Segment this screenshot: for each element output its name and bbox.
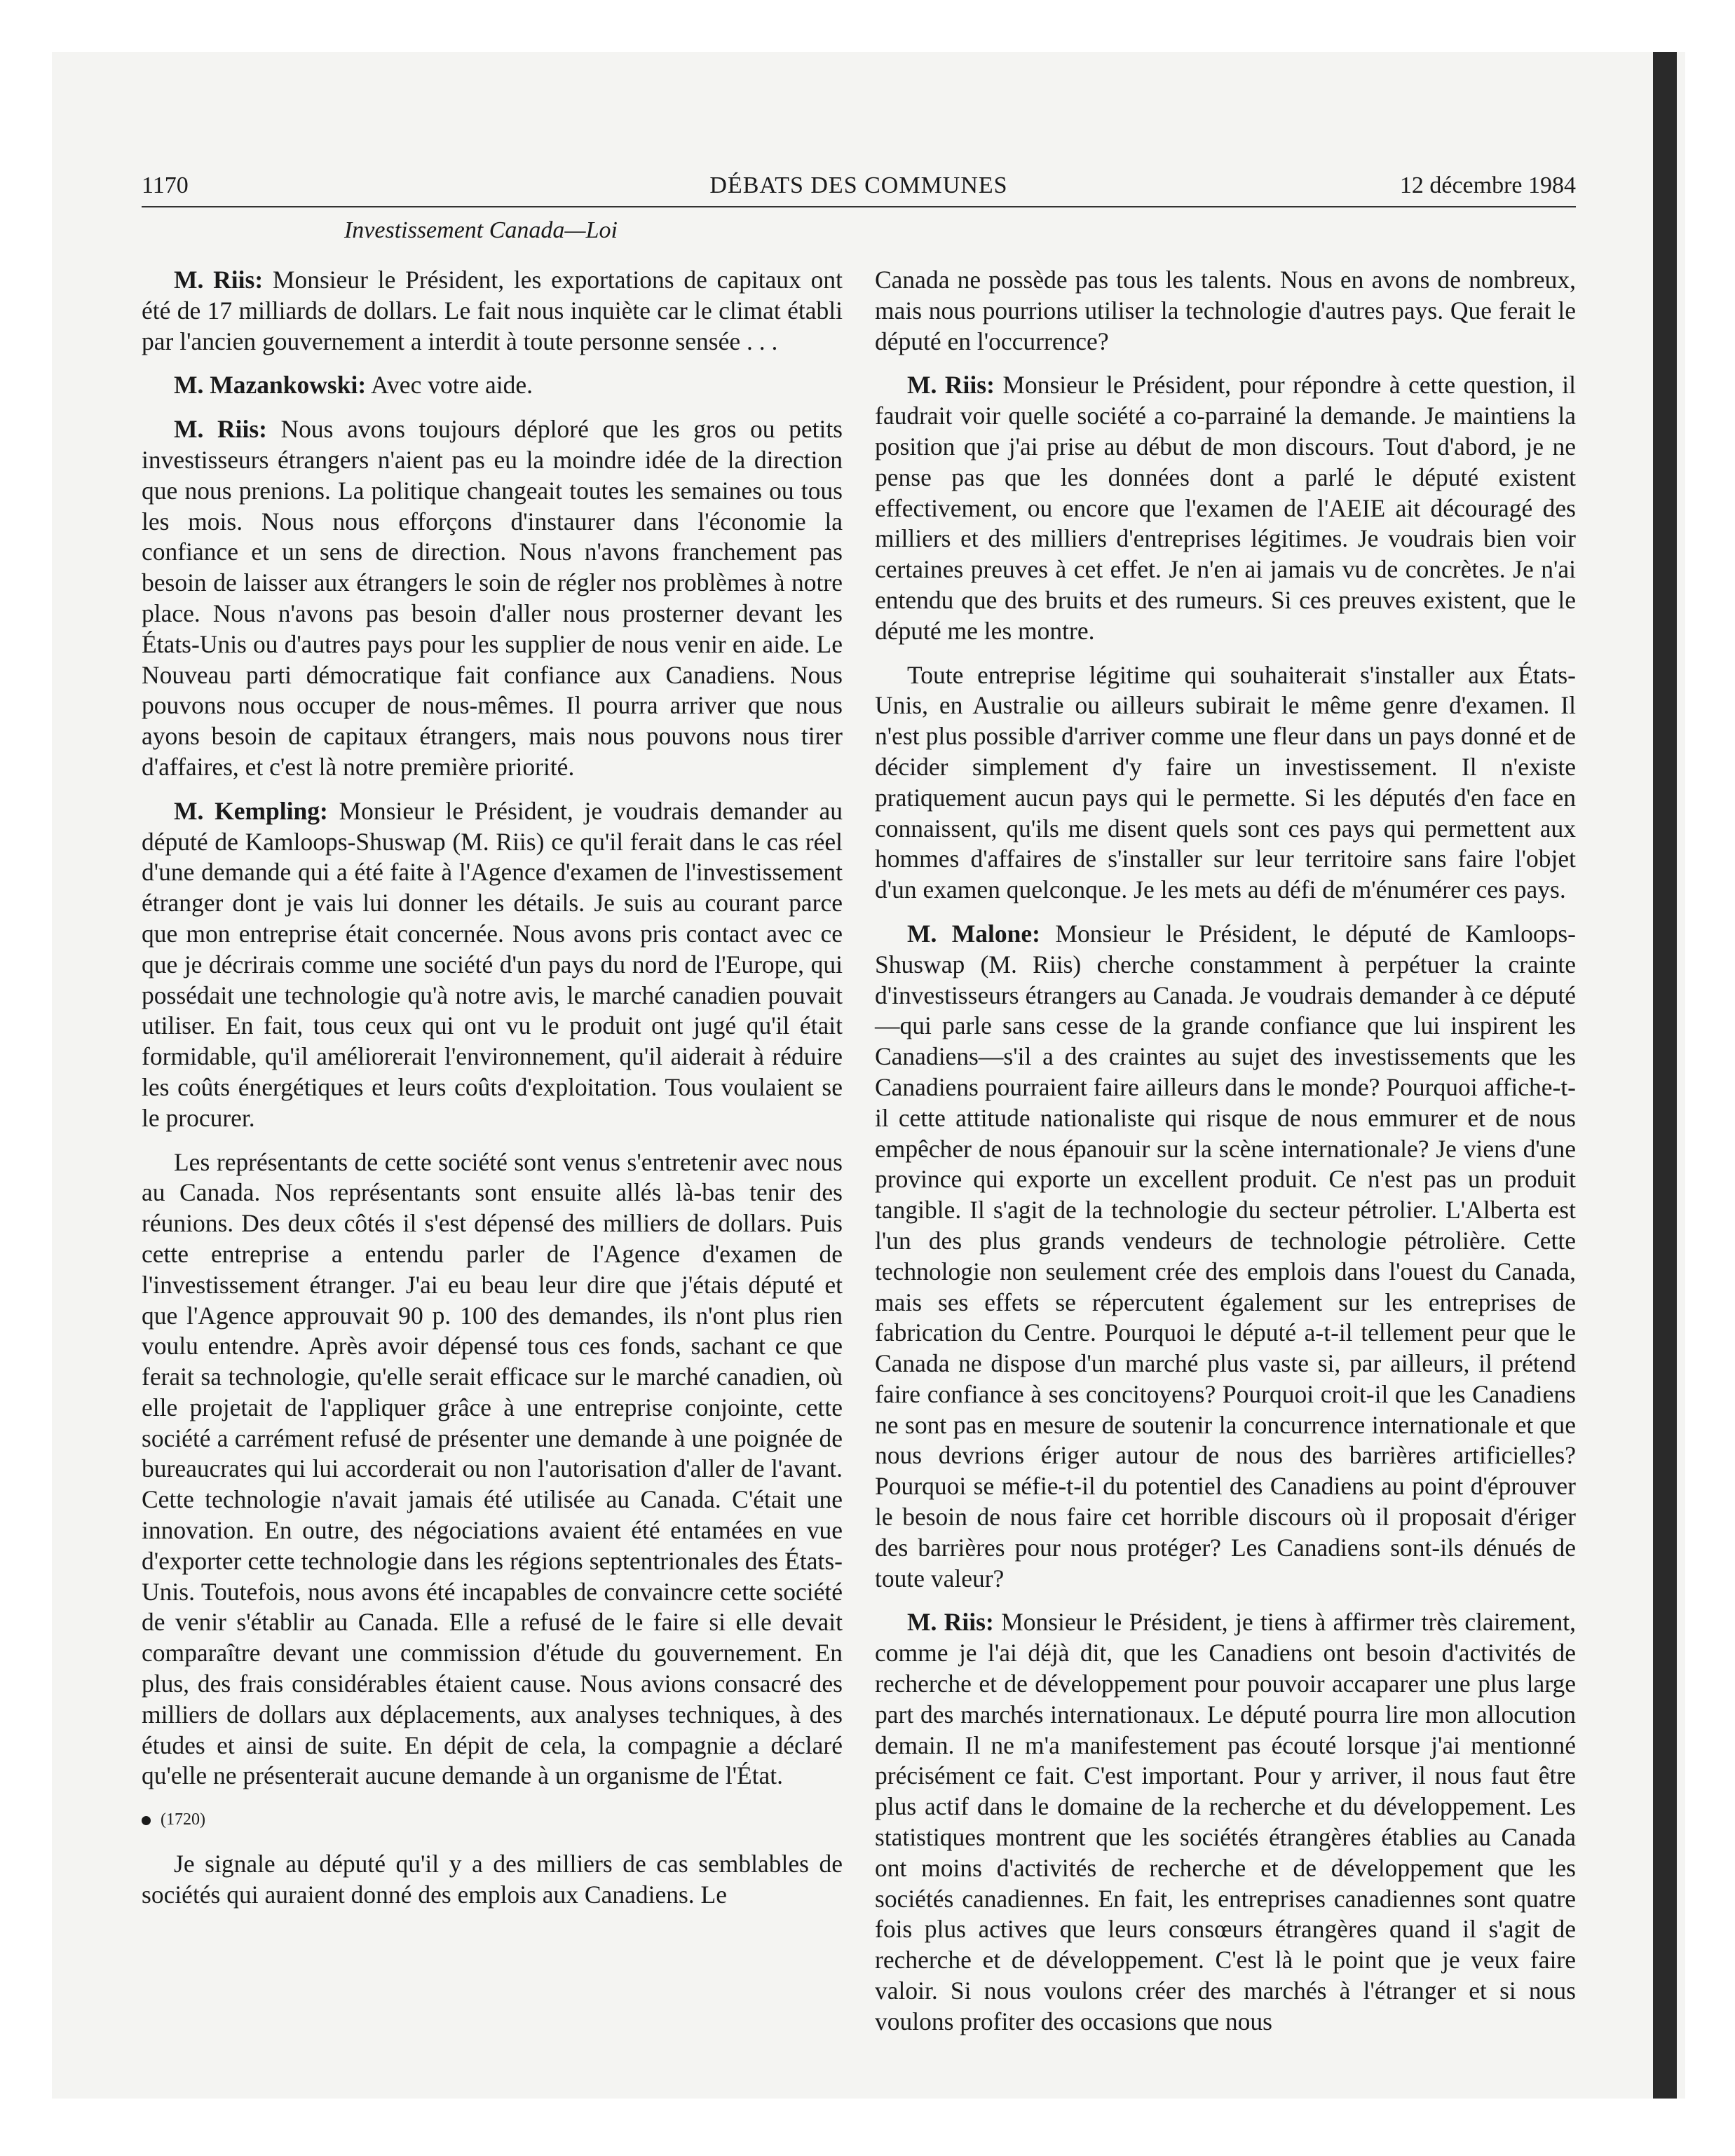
speech-text: Je signale au député qu'il y a des milliers de cas semblables de sociétés qui auraient donné des emplois aux Canadiens. Le [142, 1850, 843, 1909]
speaker-name: M. Riis: [174, 266, 264, 294]
speaker-name: M. Riis: [907, 371, 995, 400]
left-column [142, 265, 843, 1924]
paragraph [875, 919, 1576, 1595]
paragraph-continuation [875, 265, 1576, 357]
time-marker-label: (1720) [161, 1810, 205, 1829]
speaker-name: M. Riis: [174, 415, 267, 444]
speaker-name: M. Malone: [907, 919, 1040, 948]
paragraph [875, 660, 1576, 906]
speech-text: Nous avons toujours déploré que les gros ou petits investisseurs étrangers n'aient pas eu la moindre idée de la direction que nous prenions. La politique changeait toutes les semaines ou tous les mois. Nous nous efforçons d'instaurer dans l'économie la confiance et un sens de direction. Nous n'avons franchement pas besoin de laisser aux étrangers le soin de régler nos problèmes à notre place. Nous n'avons pas besoin d'aller nous prosterner devant les États-Unis ou d'autres pays pour les supplier de nous venir en aide. Le Nouveau parti démocratique fait confiance aux Canadiens. Nous pouvons nous occuper de nous-mêmes. Il pourra arriver que nous ayons besoin de capitaux étrangers, mais nous pouvons nous tirer d'affaires, et c'est là notre première priorité. [142, 415, 843, 781]
paragraph [142, 1849, 843, 1911]
speech-text: Monsieur le Président, pour répondre à cette question, il faudrait voir quelle société a co-parrainé la demande. Je maintiens la position que j'ai prise au début de mon discours. Tout d'abord, je ne pense pas que les données dont a parlé le député existent effectivement, ou encore que l'examen de l'AEIE ait découragé des milliers et des milliers d'entreprises légitimes. Je voudrais bien voir certaines preuves à cet effet. Je n'en ai jamais vu de concrètes. Je n'ai entendu que des bruits et des rumeurs. Si ces preuves existent, que le député me les montre. [875, 371, 1576, 645]
speech-text: Les représentants de cette société sont venus s'entretenir avec nous au Canada. Nos représentants sont ensuite allés là-bas tenir des réunions. Des deux côtés il s'est dépensé des milliers de dollars. Puis cette entreprise a entendu parler de l'Agence d'examen de l'investissement étranger. J'ai eu beau leur dire que j'étais député et que l'Agence approuvait 90 p. 100 des demandes, ils n'ont plus rien voulu entendre. Après avoir dépensé tous ces fonds, sachant ce que ferait sa technologie, qu'elle serait efficace sur le marché canadien, où elle projetait de l'appliquer grâce à une entreprise conjointe, cette société a carrément refusé de présenter une demande à une poignée de bureaucrates qui lui accorderait ou non l'autorisation d'aller de l'avant. Cette technologie n'avait jamais été utilisée au Canada. C'était une innovation. En outre, des négociations avaient été entamées en vue d'exporter cette technologie dans les régions septentrionales des États-Unis. Toutefois, nous avons été incapables de convaincre cette société de venir s'établir au Canada. Elle a refusé de le faire si elle devait comparaître devant une commission d'étude du gouvernement. En plus, des frais considérables étaient cause. Nous avions consacré des milliers de dollars aux déplacements, aux analyses techniques, à des études et ainsi de suite. En dépit de cela, la compagnie a déclaré qu'elle ne présenterait aucune demande à un organisme de l'État. [142, 1147, 843, 1790]
time-marker [142, 1805, 843, 1836]
paragraph [875, 1607, 1576, 2037]
paragraph [142, 414, 843, 783]
section-rubric: Investissement Canada—Loi [343, 217, 618, 243]
scan-edge-shadow [1653, 52, 1677, 2099]
speech-text: Monsieur le Président, le député de Kamloops-Shuswap (M. Riis) cherche constamment à perpétuer la crainte d'investisseurs étrangers au Canada. Je voudrais demander à ce député—qui parle sans cesse de la grande confiance que lui inspirent les Canadiens—s'il a des craintes au sujet des investissements que les Canadiens pourraient faire ailleurs dans le monde? Pourquoi affiche-t-il cette attitude nationaliste qui risque de nous emmurer et de nous empêcher de nous épanouir sur la scène internationale? Je viens d'une province qui exporte un excellent produit. Ce n'est pas un produit tangible. Il s'agit de la technologie du secteur pétrolier. L'Alberta est l'un des plus grands vendeurs de technologie pétrolière. Cette technologie non seulement crée des emplois dans l'ouest du Canada, mais ses effets se répercutent également sur les entreprises de fabrication du Centre. Pourquoi le député a-t-il tellement peur que le Canada ne dispose d'un marché plus vaste si, par ailleurs, il prétend faire confiance à ses concitoyens? Pourquoi croit-il que les Canadiens ne sont pas en mesure de soutenir la concurrence internationale et que nous devrions ériger autour de nous des barrières artificielles? Pourquoi se méfie-t-il du potentiel des Canadiens au point d'éprouver le besoin de nous faire cet horrible discours où il proposait d'ériger des barrières pour nous protéger? Les Canadiens sont-ils dénués de toute valeur? [875, 919, 1576, 1592]
speech-text: Monsieur le Président, les exportations de capitaux ont été de 17 milliards de dollars. Le fait nous inquiète car le climat établi par l'ancien gouvernement a interdit à toute personne sensée . . . [142, 266, 843, 355]
paragraph [142, 796, 843, 1134]
paragraph [142, 265, 843, 357]
speaker-name: M. Kempling: [174, 796, 328, 825]
paragraph [142, 1147, 843, 1792]
paragraph [875, 370, 1576, 646]
publication-title: DÉBATS DES COMMUNES [709, 172, 1008, 198]
bullet-icon [142, 1816, 151, 1825]
speech-text: Toute entreprise légitime qui souhaiterait s'installer aux États-Unis, en Australie ou ailleurs subirait le même genre d'examen. Il n'est plus possible d'arriver comme une fleur dans un pays donné et de décider simplement d'y faire un investissement. Il n'existe pratiquement aucun pays qui le permette. Si les députés d'en face en connaissent, qu'ils me disent quels sont ces pays qui permettent aux hommes d'affaires de s'installer sur leur territoire sans faire l'objet d'un examen quelconque. Je les mets au défi de m'énumérer ces pays. [875, 660, 1576, 904]
page-number: 1170 [142, 172, 189, 198]
speech-text: Monsieur le Président, je voudrais demander au député de Kamloops-Shuswap (M. Riis) ce qu'il ferait dans le cas réel d'une demande qui a été faite à l'Agence d'examen de l'investissement étranger dont je vais lui donner les détails. Je suis au courant parce que mon entreprise était concernée. Nous avons pris contact avec ce que je décrirais comme une société d'un pays du nord de l'Europe, qui possédait une technologie qu'à notre avis, le marché canadien pouvait utiliser. En fait, tous ceux qui ont vu le produit ont jugé qu'il était formidable, qu'il améliorerait l'environnement, qu'il aiderait à réduire les coûts énergétiques et leurs coûts d'exploitation. Tous voulaient se le procurer. [142, 796, 843, 1132]
speaker-name: M. Riis: [907, 1608, 994, 1637]
page-date: 12 décembre 1984 [1399, 172, 1576, 198]
speech-text: Monsieur le Président, je tiens à affirmer très clairement, comme je l'ai déjà dit, que les Canadiens ont besoin d'activités de recherche et de développement pour pouvoir accaparer une plus large part des marchés internationaux. Le député pourra lire mon allocution demain. Il ne m'a manifestement pas écouté lorsque j'ai mentionné précisément ce fait. C'est important. Pour y arriver, il nous faut être plus actif dans le domaine de la recherche et du développement. Les statistiques montrent que les sociétés étrangères établies au Canada ont moins d'activités de recherche et de développement que les sociétés canadiennes. En fait, les entreprises canadiennes sont quatre fois plus actives que leurs consœurs étrangères quand il s'agit de recherche et de développement. C'est là le point que je veux faire valoir. Si nous voulons créer des marchés à l'étranger et si nous voulons profiter des occasions que nous [875, 1608, 1576, 2035]
right-column [875, 265, 1576, 2051]
speaker-name: M. Mazankowski: [174, 371, 367, 400]
page-header [142, 167, 1576, 207]
speech-text: Canada ne possède pas tous les talents. Nous en avons de nombreux, mais nous pourrions utiliser la technologie d'autres pays. Que ferait le député en l'occurrence? [875, 266, 1576, 355]
speech-text: Avec votre aide. [366, 371, 533, 400]
paragraph [142, 370, 843, 401]
